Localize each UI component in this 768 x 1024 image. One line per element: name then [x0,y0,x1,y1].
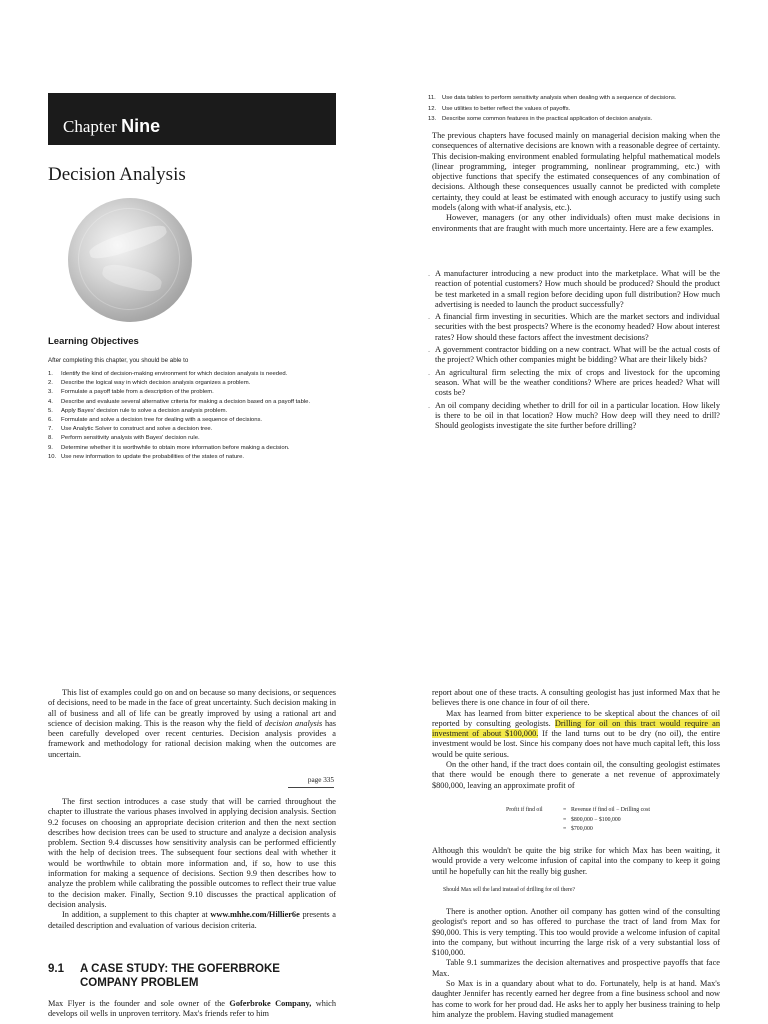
paragraph: However, managers (or any other individuals) often must make decisions in environments that are fraught with much more uncertainty. Here are a few examples. [432,213,720,233]
chapter-label: Chapter [63,117,117,136]
paragraph: Max has learned from bitter experience to be skeptical about the chances of oil reported by consulting geologists. Drilling for oil on this tract would require an investment of about $100,000. If the land turns out to be dry (no oil), the entire investment would be lost. Since his company does not have much capital left, this loss would be quite serious. [432,708,720,759]
list-item: 4. Describe and evaluate several alternative criteria for making a decision based on a payoff table. [48,398,311,405]
list-item: 5. Apply Bayes' decision rule to solve a decision analysis problem. [48,407,228,414]
list-item: 9. Determine whether it is worthwhile to obtain more information before making a decision. [48,444,290,451]
supplement-link[interactable]: www.mhhe.com/Hillier6e [210,910,300,920]
chapter-heading [63,116,160,137]
list-item: 11. Use data tables to perform sensitivity analysis when dealing with a sequence of decisions. [428,95,677,101]
examples-list [428,269,720,433]
paragraph: Although this wouldn't be quite the big strike for which Max has been waiting, it would provide a very welcome infusion of capital into the company to keep it going until he hopefully can hit the really big gusher. [432,846,720,876]
paragraph: So Max is in a quandary about what to do. Fortunately, help is at hand. Max's daughter Jennifer has recently earned her degree from a fine business school and now has come to work for her proud dad. He asks her to apply her business training to help him analyze the problem. Having studied management [432,979,720,1019]
right-body-text-3 [432,907,720,1020]
list-item: . A financial firm investing in securities. Which are the market sectors and individual securities with the best prospects? Where is the economy headed? How about interest rates? How should these factors affect the investment decisions? [428,312,720,342]
list-item: 10. Use new information to update the probabilities of the states of nature. [48,453,245,460]
list-item: 7. Use Analytic Solver to construct and solve a decision tree. [48,426,213,433]
globe-image [68,198,192,322]
highlighted-text: Drilling for oil on this tract would require an investment of about $100,000. [432,718,720,739]
list-item: 12. Use utilities to better reflect the values of payoffs. [428,105,571,112]
margin-question: Should Max sell the land instead of drilling for oil there? [443,887,576,893]
paragraph: This list of examples could go on and on because so many decisions, or sequences of decisions, need to be made in the face of great uncertainty. Such decision making in all of business and all of life can be greatly improved by using a rational art and science of decision making. This is the reason why the field of decision analysis has been carefully developed over recent centuries. Decision analysis provides a framework and methodology for rational decision making when the outcomes are uncertain. [48,688,337,759]
paragraph: Table 9.1 summarizes the decision alternatives and prospective payoffs that face Max. [432,958,720,978]
paragraph: Max Flyer is the founder and sole owner of the Goferbroke Company, which develops oil wells in unproven territory. Max's friends refer to him [48,999,337,1019]
left-body-text-1 [48,688,336,760]
left-body-text-3 [48,999,336,1020]
chapter-banner [48,93,336,145]
list-item: . An oil company deciding whether to drill for oil in a particular location. How likely is there to be oil in that location? How much? How deep will they need to drill? Should geologists investigate the site further before drilling? [428,400,720,431]
list-item: 8. Perform sensitivity analysis with Bayes' decision rule. [48,435,200,442]
section-number: 9.1 [48,963,64,975]
list-item: . An agricultural firm selecting the mix of crops and livestock for the upcoming season. What will be the weather conditions? Where are prices headed? What will costs be? [428,367,720,398]
left-body-text-2 [48,797,336,931]
learning-objectives-list [48,370,338,462]
right-body-text-2 [432,846,720,877]
learning-objectives-heading: Learning Objectives [48,336,139,347]
section-heading: 9.1 A CASE STUDY: THE GOFERBROKE COMPANY PROBLEM [48,963,280,989]
paragraph: In addition, a supplement to this chapter at www.mhhe.com/Hillier6e presents a detailed description and evaluation of various decision criteria. [48,910,336,930]
list-item: 2. Describe the logical way in which decision analysis organizes a problem. [48,380,251,387]
paragraph: On the other hand, if the tract does contain oil, the consulting geologist estimates that there would be enough there to generate a net revenue of approximately $800,000, leaving an approximate profit of [432,760,720,790]
profit-formula: Profit if find oil = Revenue if find oil − Drilling cost = $800,000 − $100,000 = $700,000 [506,807,650,832]
paragraph: There is another option. Another oil company has gotten wind of the consulting geologist's report and so has offered to purchase the tract of land from Max for $90,000. This is very tempting. This too would provide a welcome infusion of capital into the company, but without incurring the large risk of a very substantial loss of $100,000. [432,907,720,958]
list-item: . A government contractor bidding on a new contract. What will be the actual costs of the project? Which other companies might be bidding? What are their likely bids? [428,345,720,365]
list-item: 1. Identify the kind of decision-making environment for which decision analysis is needed. [48,371,288,377]
list-item: 3. Formulate a payoff table from a description of the problem. [48,389,214,396]
paragraph: The first section introduces a case study that will be carried throughout the chapter to illustrate the various phases involved in applying decision analysis. Section 9.2 focuses on choosing an appropriate decision criterion and then the next section describes how decision trees can be used to structure and analyze a decision analysis problem. Section 9.4 discusses how sensitivity analysis can be performed efficiently with the help of decision trees. The subsequent four sections deal with whether it would be worthwhile to obtain more information and, if so, how to use this information for making a sequence of decisions. Section 9.9 then describes how to analyze the problem while calibrating the possible outcomes to reflect their true value to the decision maker. Finally, Section 9.10 discusses the practical application of decision analysis. [48,797,336,909]
page-number-tag: page 335 [288,776,334,788]
list-item: . A manufacturer introducing a new product into the marketplace. What will be the reaction of potential customers? How much should be produced? Should the product be test marketed in a small region before deciding upon full distribution? How much advertising is needed to launch the product successfully? [428,269,720,309]
list-item: 13. Describe some common features in the practical application of decision analysis. [428,116,653,122]
intro-text [432,131,720,234]
list-item: 6. Formulate and solve a decision tree for dealing with a sequence of decisions. [48,417,263,424]
chapter-title: Decision Analysis [48,164,186,185]
learning-objectives-intro: After completing this chapter, you should be able to [48,357,189,364]
learning-objectives-continued [428,93,728,125]
paragraph: report about one of these tracts. A consulting geologist has just informed Max that he believes there is one chance in four of oil there. [432,688,720,708]
chapter-number: Nine [121,116,161,136]
paragraph: The previous chapters have focused mainly on managerial decision making when the consequences of alternative decisions are known with a reasonable degree of certainty. This decision-making environment enabled formulating helpful mathematical models (linear programming, integer programming, nonlinear programming, etc.) with objective functions that specify the estimated consequences of any combination of decisions. Although these consequences usually cannot be predicted with complete certainty, they could at least be estimated with enough accuracy to justify using such models (along with what-if analysis, etc.). [432,131,720,213]
right-body-text-1 [432,688,720,791]
